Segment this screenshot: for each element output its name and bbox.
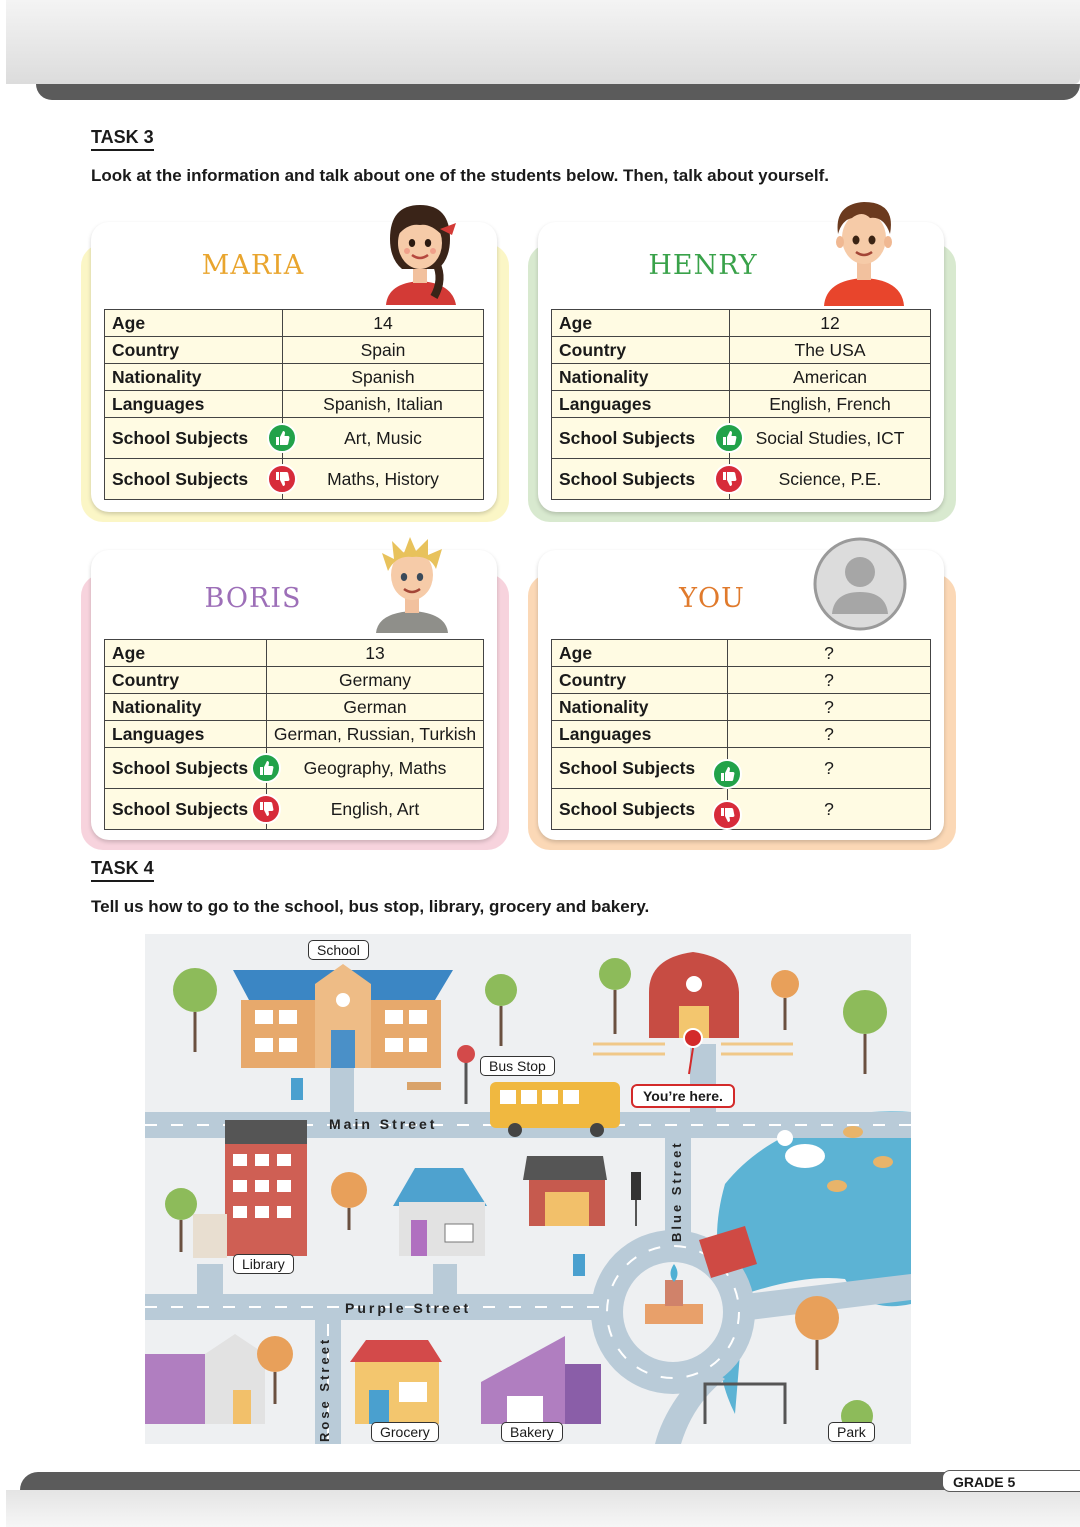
maria-row-likes (105, 418, 484, 459)
profile-placeholder-icon (812, 536, 908, 632)
town-map (145, 934, 911, 1444)
task4-instruction: Tell us how to go to the school, bus stop, library, grocery and bakery. (91, 897, 650, 916)
henry-row-languages (552, 391, 931, 418)
task3-title: TASK 3 (91, 127, 154, 151)
subjects-like-label: School Subjects (559, 757, 696, 778)
subjects-dislike-label: School Subjects (559, 798, 696, 819)
henry-avatar (822, 196, 906, 306)
henry-languages: English, French (730, 391, 931, 418)
languages-label: Languages (552, 391, 730, 418)
thumbs-up-icon (712, 759, 742, 789)
boris-languages: German, Russian, Turkish (267, 721, 484, 748)
henry-name: HENRY (648, 250, 758, 281)
henry-likes: Social Studies, ICT (730, 418, 931, 459)
maria-info-table (104, 309, 484, 500)
maria-row-country (105, 337, 484, 364)
boris-avatar (374, 535, 450, 633)
boris-country: Germany (267, 667, 484, 694)
age-label: Age (552, 640, 728, 667)
age-label: Age (552, 310, 730, 337)
languages-label: Languages (105, 391, 283, 418)
you-are-here-label: You’re here. (631, 1084, 735, 1108)
purple-street-label: Purple Street (345, 1300, 472, 1316)
boris-row-languages (105, 721, 484, 748)
you-languages: ? (728, 721, 931, 748)
languages-label: Languages (552, 721, 728, 748)
park-label: Park (828, 1422, 875, 1442)
you-row-dislikes (552, 789, 931, 830)
you-age: ? (728, 640, 931, 667)
henry-row-likes (552, 418, 931, 459)
you-name: YOU (679, 583, 745, 614)
boris-row-nationality (105, 694, 484, 721)
thumbs-up-icon (714, 423, 744, 453)
subjects-like-label: School Subjects (112, 757, 249, 778)
maria-country: Spain (283, 337, 484, 364)
thumbs-down-icon (251, 794, 281, 824)
henry-dislikes: Science, P.E. (730, 459, 931, 500)
nationality-label: Nationality (105, 364, 283, 391)
maria-languages: Spanish, Italian (283, 391, 484, 418)
page-header-bar (36, 84, 1080, 100)
school-building (233, 964, 453, 1068)
languages-label: Languages (105, 721, 267, 748)
maria-avatar (378, 199, 462, 305)
maria-nationality: Spanish (283, 364, 484, 391)
boris-info-table (104, 639, 484, 830)
thumbs-up-icon (251, 753, 281, 783)
henry-country: The USA (730, 337, 931, 364)
thumbs-up-icon (267, 423, 297, 453)
subjects-dislike-label: School Subjects (559, 468, 696, 489)
subjects-dislike-label: School Subjects (112, 468, 249, 489)
boris-row-country (105, 667, 484, 694)
boris-nationality: German (267, 694, 484, 721)
task3-instruction: Look at the information and talk about one of the students below. Then, talk about yourself. (91, 166, 829, 185)
maria-likes: Art, Music (283, 418, 484, 459)
boris-row-likes (105, 748, 484, 789)
subjects-like-label: School Subjects (559, 427, 696, 448)
rose-street-label: Rose Street (317, 1336, 332, 1442)
you-row-nationality (552, 694, 931, 721)
boris-age: 13 (267, 640, 484, 667)
maria-row-age (105, 310, 484, 337)
thumbs-down-icon (714, 464, 744, 494)
nationality-label: Nationality (552, 694, 728, 721)
town-map-illustration (145, 934, 911, 1444)
bus-stop-label: Bus Stop (480, 1056, 555, 1076)
boris-dislikes: English, Art (267, 789, 484, 830)
boris-likes: Geography, Maths (267, 748, 484, 789)
blue-street-label: Blue Street (669, 1140, 684, 1242)
you-row-age (552, 640, 931, 667)
you-row-likes (552, 748, 931, 789)
you-dislikes: ? (728, 789, 931, 830)
boris-row-age (105, 640, 484, 667)
subjects-dislike-label: School Subjects (112, 798, 249, 819)
maria-dislikes: Maths, History (283, 459, 484, 500)
boris-name: BORIS (204, 583, 302, 614)
school-label: School (308, 940, 369, 960)
nationality-label: Nationality (552, 364, 730, 391)
task4-title: TASK 4 (91, 858, 154, 882)
grocery-label: Grocery (371, 1422, 439, 1442)
maria-name: MARIA (201, 250, 305, 281)
henry-row-nationality (552, 364, 931, 391)
country-label: Country (552, 667, 728, 694)
age-label: Age (105, 310, 283, 337)
you-likes: ? (728, 748, 931, 789)
you-row-languages (552, 721, 931, 748)
main-street-label: Main Street (329, 1116, 438, 1132)
you-row-country (552, 667, 931, 694)
maria-row-languages (105, 391, 484, 418)
library-label: Library (233, 1254, 294, 1274)
you-info-table (551, 639, 931, 830)
you-country: ? (728, 667, 931, 694)
thumbs-down-icon (712, 800, 742, 830)
page-footer-band (6, 1490, 1080, 1527)
page-header-band (6, 0, 1080, 84)
henry-info-table (551, 309, 931, 500)
country-label: Country (552, 337, 730, 364)
henry-row-country (552, 337, 931, 364)
maria-row-nationality (105, 364, 484, 391)
henry-age: 12 (730, 310, 931, 337)
page-footer-bar (20, 1472, 1080, 1490)
age-label: Age (105, 640, 267, 667)
nationality-label: Nationality (105, 694, 267, 721)
boris-row-dislikes (105, 789, 484, 830)
grade-label: GRADE 5 (942, 1470, 1080, 1492)
bakery-label: Bakery (501, 1422, 563, 1442)
subjects-like-label: School Subjects (112, 427, 249, 448)
henry-nationality: American (730, 364, 931, 391)
henry-row-age (552, 310, 931, 337)
maria-row-dislikes (105, 459, 484, 500)
henry-row-dislikes (552, 459, 931, 500)
thumbs-down-icon (267, 464, 297, 494)
maria-age: 14 (283, 310, 484, 337)
you-nationality: ? (728, 694, 931, 721)
country-label: Country (105, 667, 267, 694)
country-label: Country (105, 337, 283, 364)
